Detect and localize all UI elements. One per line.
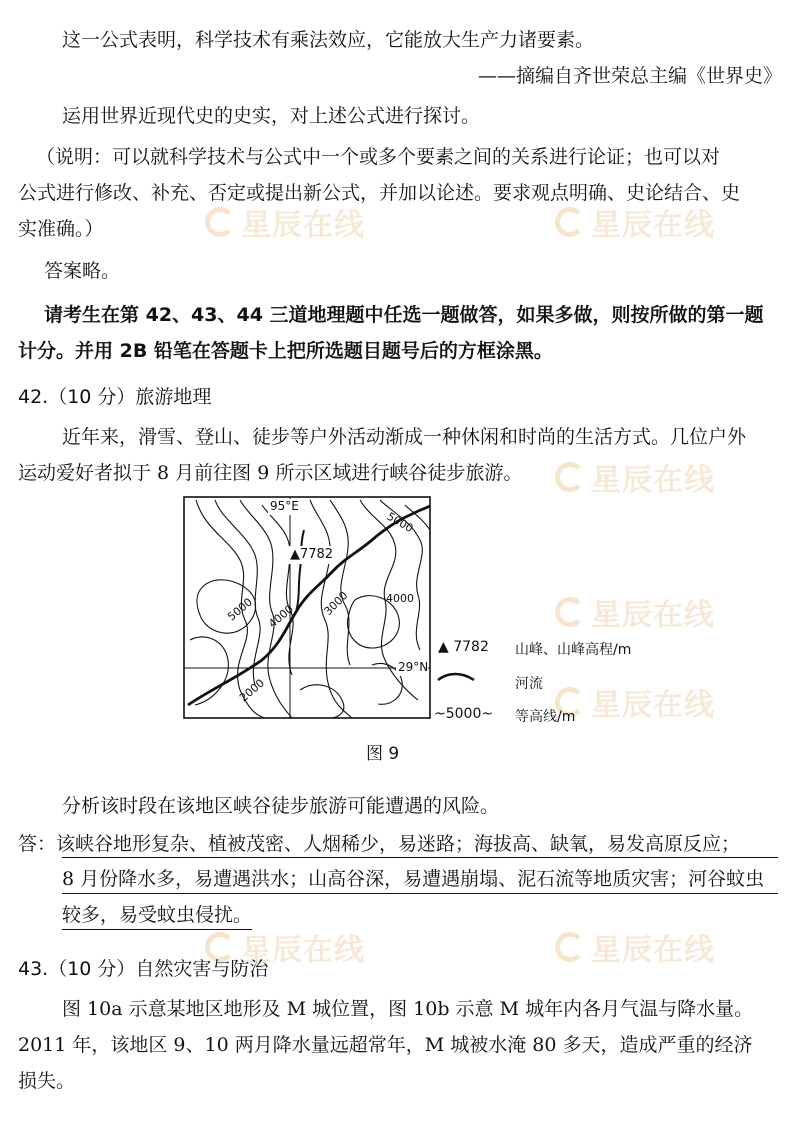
- question-body: 2011 年，该地区 9、10 两月降水量远超常年，M 城被水淹 80 多天，造成严重的经济: [18, 1034, 753, 1056]
- instruction-text: 公式进行修改、补充、否定或提出新公式，并加以论述。要求观点明确、史论结合、史: [18, 182, 741, 204]
- contour-label: 4000: [266, 602, 296, 631]
- question-body: 运动爱好者拟于 8 月前往图 9 所示区域进行峡谷徒步旅游。: [18, 462, 523, 484]
- question-body: 近年来，滑雪、登山、徒步等户外活动渐成一种休闲和时尚的生活方式。几位户外: [62, 426, 747, 448]
- lat-label: 29°N: [398, 660, 429, 674]
- watermark: 星辰在线: [555, 680, 715, 724]
- legend-peak-text: 山峰、山峰高程/m: [515, 642, 632, 658]
- figure-caption: 图 9: [366, 744, 400, 764]
- answer-line: 答：该峡谷地形复杂、植被茂密、人烟稀少，易迷路；海拔高、缺氧，易发高原反应；: [18, 833, 741, 855]
- contour-lines: [190, 500, 430, 718]
- answer-underline: [62, 893, 778, 894]
- source-citation: ——摘编自齐世荣总主编《世界史》: [478, 65, 783, 87]
- legend-peak-symbol: ▲ 7782: [438, 639, 489, 655]
- question-heading: 42.（10 分）旅游地理: [18, 386, 212, 408]
- watermark: 星辰在线: [555, 925, 715, 969]
- instruction-text: （说明：可以就科学技术与公式中一个或多个要素之间的关系进行论证；也可以对: [36, 146, 721, 168]
- question-text: 分析该时段在该地区峡谷徒步旅游可能遭遇的风险。: [62, 795, 500, 817]
- legend-contour-text: 等高线/m: [515, 709, 576, 725]
- answer-line: 较多，易受蚊虫侵扰。: [62, 904, 253, 926]
- watermark: 星辰在线: [205, 925, 365, 969]
- contour-label: 5000: [225, 595, 255, 624]
- contour-label: 3000: [321, 589, 351, 618]
- question-heading: 43.（10 分）自然灾害与防治: [18, 958, 269, 980]
- notice-text: 计分。并用 2B 铅笔在答题卡上把所选题目题号后的方框涂黑。: [18, 340, 553, 362]
- answer-underline: [62, 929, 252, 930]
- question-body: 图 10a 示意某地区地形及 M 城位置，图 10b 示意 M 城年内各月气温与降水量。: [62, 998, 754, 1020]
- instruction-text: 实准确。）: [18, 218, 104, 240]
- watermark: 星辰在线: [555, 590, 715, 634]
- watermark: 星辰在线: [205, 200, 365, 244]
- watermark: 星辰在线: [555, 455, 715, 499]
- answer-underline: [62, 857, 778, 858]
- answer-text: 答案略。: [44, 260, 121, 282]
- legend-river-line: [438, 674, 474, 680]
- contour-label: 4000: [386, 592, 414, 605]
- legend-river-text: 河流: [515, 676, 543, 692]
- lon-label: 95°E: [270, 499, 299, 513]
- question-prompt: 运用世界近现代史的史实，对上述公式进行探讨。: [62, 105, 481, 127]
- peak-label: ▲7782: [290, 547, 334, 562]
- watermark-logo-icon: [555, 932, 585, 962]
- contour-label: 2000: [237, 676, 267, 705]
- watermark: 星辰在线: [555, 200, 715, 244]
- answer-line: 8 月份降水多，易遭遇洪水；山高谷深，易遭遇崩塌、泥石流等地质灾害；河谷蚊虫: [62, 868, 765, 890]
- body-text: 这一公式表明，科学技术有乘法效应，它能放大生产力诸要素。: [62, 29, 595, 51]
- contour-label: 5000: [384, 509, 416, 536]
- question-body: 损失。: [18, 1070, 76, 1092]
- legend-contour-symbol: ~5000~: [434, 706, 494, 722]
- notice-text: 请考生在第 42、43、44 三道地理题中任选一题做答，如果多做，则按所做的第一题: [44, 304, 764, 326]
